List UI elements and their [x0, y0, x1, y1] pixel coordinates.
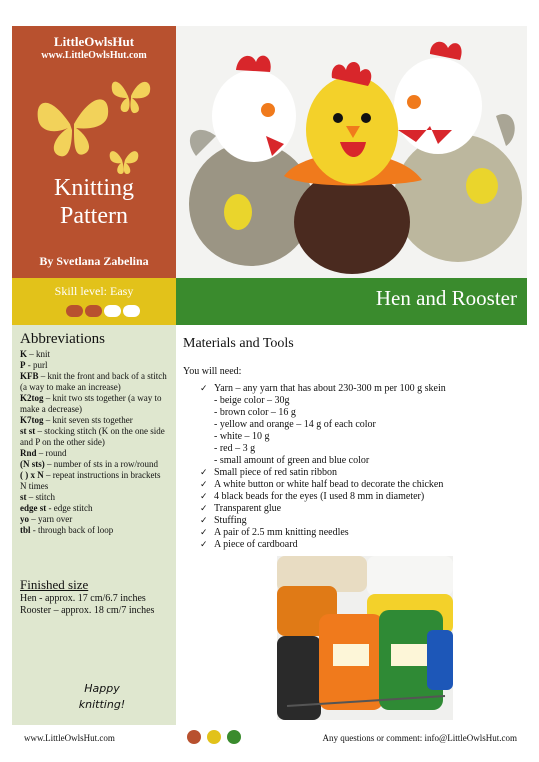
abbreviation-item: [20, 393, 168, 415]
material-subitem: - brown color – 16 g: [214, 407, 296, 418]
abbreviation-item: [20, 415, 168, 426]
you-will-need: You will need:: [183, 366, 242, 377]
skill-dot-4: [123, 305, 140, 317]
abbreviation-definition: – round: [36, 448, 67, 458]
finished-size-list: [20, 593, 170, 617]
finished-size-item: Rooster – approx. 18 cm/7 inches: [20, 605, 155, 616]
abbreviation-definition: – stocking stitch (K on the one side and P on the other side): [20, 426, 165, 447]
abbreviation-definition: - purl: [25, 360, 48, 370]
material-subitem: - white – 10 g: [214, 431, 270, 442]
material-item: ✓ Stuffing: [200, 515, 530, 527]
abbreviation-term: tbl: [20, 525, 31, 535]
finished-size-heading: Finished size: [20, 577, 89, 592]
brand-url[interactable]: www.LittleOwlsHut.com: [41, 50, 147, 61]
material-item: ✓ 4 black beads for the eyes (I used 8 mm in diameter): [200, 491, 530, 503]
material-subitem: - red – 3 g: [214, 443, 256, 454]
item-title: Hen and Rooster: [375, 286, 517, 310]
material-subitem: - beige color – 30g: [214, 395, 290, 406]
footer-url[interactable]: www.LittleOwlsHut.com: [24, 733, 115, 743]
abbreviation-item: [20, 470, 168, 492]
hen-rooster-photo: [176, 26, 527, 278]
title-bar: [176, 278, 527, 325]
abbreviation-term: K2tog: [20, 393, 44, 403]
abbreviation-term: edge st: [20, 503, 47, 513]
title-line-2: Pattern: [60, 203, 128, 229]
pattern-title: [12, 174, 176, 230]
abbreviation-definition: – stitch: [26, 492, 55, 502]
materials-list: [200, 383, 530, 551]
footer-dot-green: [227, 730, 241, 744]
abbreviation-term: K7tog: [20, 415, 44, 425]
abbreviation-definition: – knit seven sts together: [43, 415, 133, 425]
material-subitem: - small amount of green and blue color: [214, 455, 370, 466]
abbreviation-definition: - edge stitch: [46, 503, 93, 513]
skill-dot-2: [85, 305, 102, 317]
footer-dots: [187, 730, 247, 749]
finished-size-item: Hen - approx. 17 cm/6.7 inches: [20, 593, 146, 604]
butterflies-icon: [30, 64, 160, 184]
abbreviation-term: K: [20, 349, 28, 359]
abbreviation-term: (N sts): [20, 459, 45, 469]
abbreviation-term: yo: [20, 514, 29, 524]
skill-level: Skill level: Easy: [54, 284, 134, 298]
material-subitem: - yellow and orange – 14 g of each color: [214, 419, 376, 430]
abbreviation-item: [20, 492, 168, 503]
abbreviation-item: [20, 514, 168, 525]
abbreviation-definition: – knit: [27, 349, 51, 359]
footer-contact: Any questions or comment: info@LittleOwlsHut.com: [322, 733, 517, 743]
skill-dot-3: [104, 305, 121, 317]
material-item: ✓ A white button or white half bead to decorate the chicken: [200, 479, 530, 491]
abbreviations-heading: Abbreviations: [20, 331, 105, 347]
abbreviation-term: st st: [20, 426, 36, 436]
abbreviation-definition: – knit two sts together (a way to make a decrease): [20, 393, 162, 414]
footer-dot-yellow: [207, 730, 221, 744]
abbreviation-item: [20, 360, 168, 371]
abbreviation-definition: – yarn over: [29, 514, 73, 524]
happy-line-2: knitting!: [78, 698, 126, 711]
abbreviation-item: [20, 371, 168, 393]
yarn-photo: [277, 556, 453, 720]
material-item: ✓ A pair of 2.5 mm knitting needles: [200, 527, 530, 539]
author: By Svetlana Zabelina: [39, 254, 149, 268]
material-item: ✓ Transparent glue: [200, 503, 530, 515]
abbreviation-item: [20, 426, 168, 448]
abbreviation-item: [20, 448, 168, 459]
abbreviation-definition: – number of sts in a row/round: [44, 459, 158, 469]
materials-heading: Materials and Tools: [183, 336, 294, 351]
abbreviations-list: [20, 349, 168, 536]
abbreviation-term: P: [20, 360, 26, 370]
abbreviation-term: st: [20, 492, 27, 502]
footer-dot-red: [187, 730, 201, 744]
abbreviation-definition: – repeat instructions in brackets N times: [20, 470, 161, 491]
abbreviation-definition: - through back of loop: [30, 525, 114, 535]
abbreviation-definition: – knit the front and back of a stitch (a way to make an increase): [20, 371, 167, 392]
brand-panel: [12, 26, 176, 278]
title-line-1: Knitting: [53, 175, 134, 201]
skill-indicator: [66, 302, 142, 320]
abbreviation-item: [20, 459, 168, 470]
skill-panel: [12, 278, 176, 325]
skill-dot-1: [66, 305, 83, 317]
material-item: ✓ A piece of cardboard: [200, 539, 530, 551]
material-item: ✓ Small piece of red satin ribbon: [200, 467, 530, 479]
left-sidebar: [12, 325, 176, 725]
abbreviation-item: [20, 349, 168, 360]
abbreviation-item: [20, 503, 168, 514]
abbreviation-term: Rnd: [20, 448, 37, 458]
brand-name: LittleOwlsHut: [53, 34, 135, 49]
abbreviation-term: KFB: [20, 371, 39, 381]
happy-line-1: Happy: [84, 682, 120, 695]
material-item: ✓ Yarn – any yarn that has about 230-300 m per 100 g skein: [200, 383, 530, 395]
abbreviation-item: [20, 525, 168, 536]
happy-knitting: [62, 681, 142, 713]
abbreviation-term: ( ) x N: [20, 470, 44, 480]
